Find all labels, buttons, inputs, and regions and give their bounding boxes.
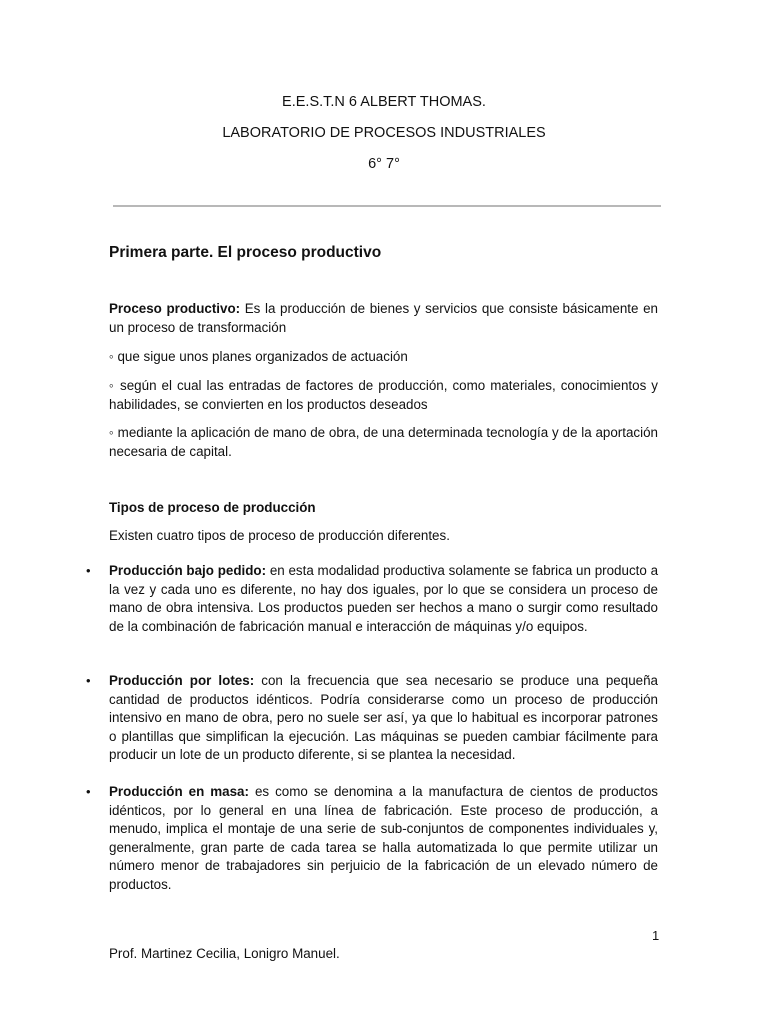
sub-item: ◦ que sigue unos planes organizados de actuación [109, 349, 408, 364]
footer-authors: Prof. Martinez Cecilia, Lonigro Manuel. [109, 946, 340, 961]
bullet-icon: • [86, 563, 91, 578]
page-number: 1 [652, 928, 660, 943]
bullet-icon: • [86, 673, 91, 688]
definition-text: Es la producción de bienes y servicios que consiste básicamente en un proceso de transformación [109, 301, 658, 335]
type-text: con la frecuencia que sea necesario se produce una pequeña cantidad de productos idénticos. Podría considerarse como un proceso de producción intensivo en mano de obra, pero no suele ser así, ya que lo habitual es incorporar patrones o plantillas que simplifican la ejecución. Las máquinas se pueden cambiar fácilmente para producir un lote de un producto diferente, si se plantea la necesidad. [109, 673, 658, 763]
type-text: en esta modalidad productiva solamente se fabrica un producto a la vez y cada uno es diferente, no hay dos iguales, por lo que se considera un proceso de mano de obra intensiva. Los productos pueden ser hechos a mano o surgir como resultado de la combinación de fabricación manual e interacción de máquinas y/o equipos. [109, 563, 659, 634]
type-item-en-masa [109, 783, 658, 895]
bullet-icon: • [86, 784, 91, 799]
sub-item: ◦ mediante la aplicación de mano de obra, de una determinada tecnología y de la aportación necesaria de capital. [109, 425, 658, 459]
sub-item: ◦ según el cual las entradas de factores de producción, como materiales, conocimientos y habilidades, se convierten en los productos deseados [109, 378, 658, 412]
course-label: 6° 7° [368, 156, 400, 172]
type-term: Producción en masa: [109, 784, 249, 799]
type-item-bajo-pedido [109, 562, 658, 636]
type-text: es como se denomina a la manufactura de cientos de productos idénticos, por lo general en una línea de fabricación. Este proceso de producción, a menudo, implica el montaje de una serie de sub-conjuntos de componentes individuales y, generalmente, gran parte de cada tarea se halla automatizada lo que permite utilizar un número menor de trabajadores sin perjuicio de la fabricación de un elevado número de productos. [109, 784, 658, 892]
definition-paragraph [109, 300, 658, 337]
type-item-por-lotes [109, 672, 658, 765]
types-title: Tipos de proceso de producción [109, 500, 316, 515]
subject-title: LABORATORIO DE PROCESOS INDUSTRIALES [222, 125, 546, 141]
section-title: Primera parte. El proceso productivo [109, 244, 382, 261]
types-intro: Existen cuatro tipos de proceso de producción diferentes. [109, 528, 450, 543]
school-name: E.E.S.T.N 6 ALBERT THOMAS. [282, 94, 486, 110]
definition-term: Proceso productivo: [109, 301, 241, 316]
type-term: Producción por lotes: [109, 673, 255, 688]
header-divider [113, 205, 661, 207]
type-term: Producción bajo pedido: [109, 563, 267, 578]
